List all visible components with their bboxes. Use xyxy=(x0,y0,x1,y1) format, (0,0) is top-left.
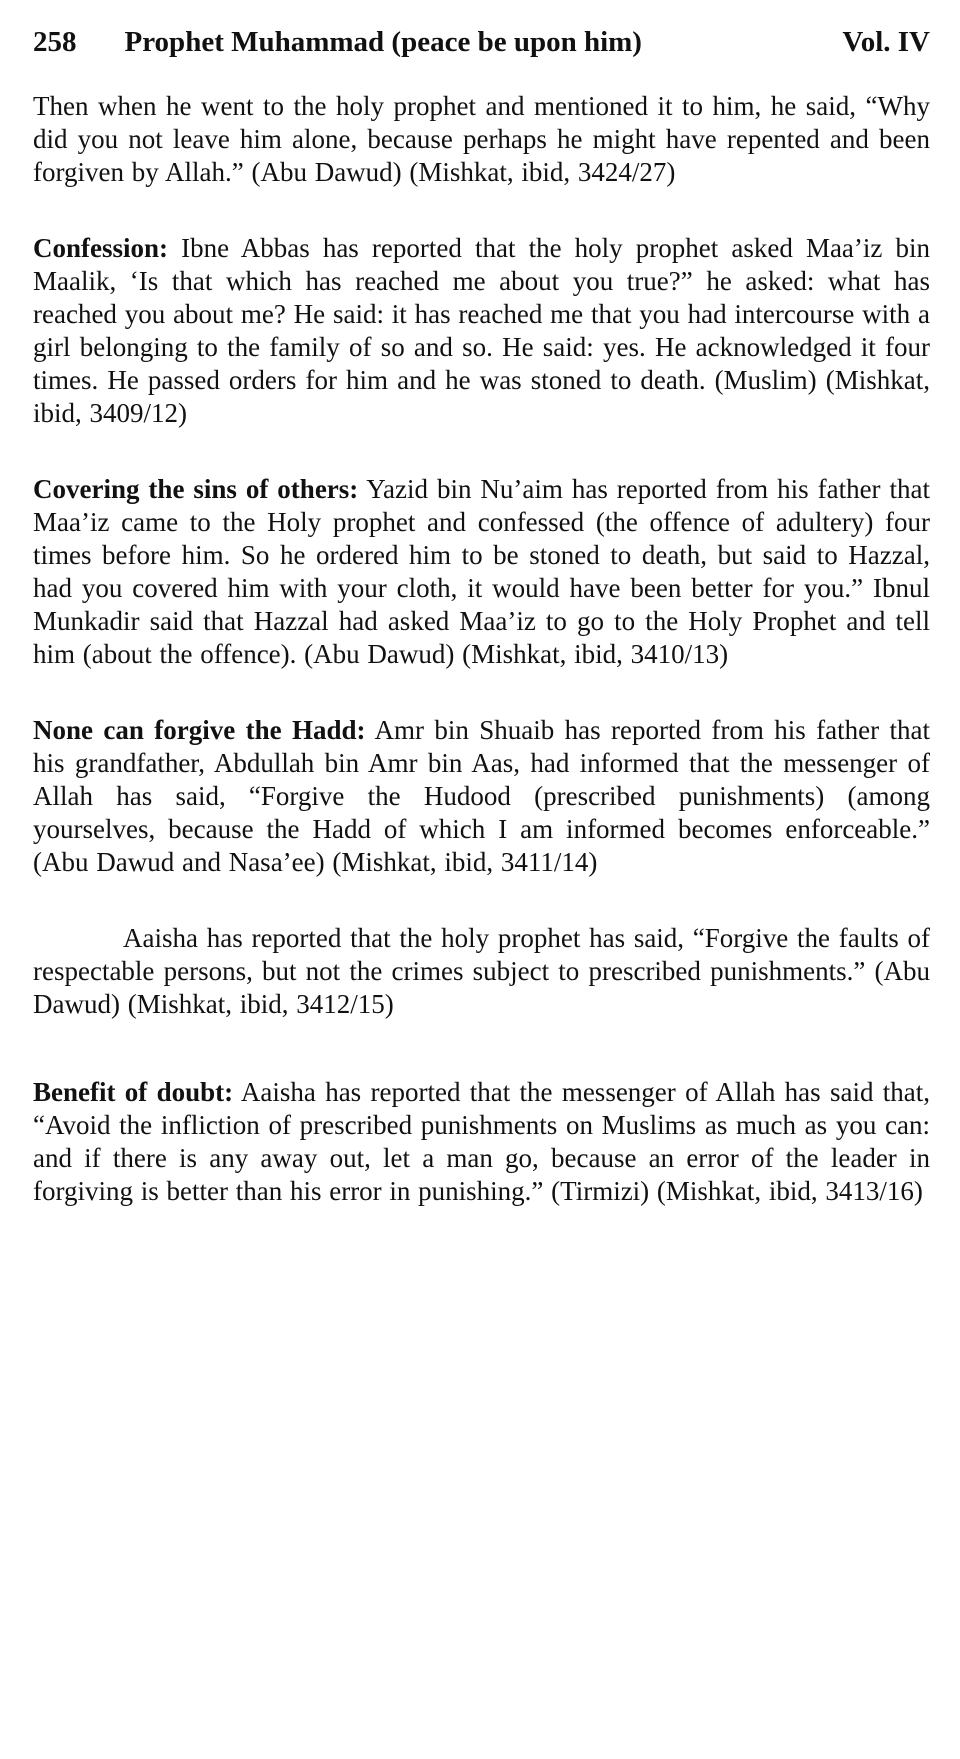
paragraph-lead: None can forgive the Hadd: xyxy=(33,715,366,745)
paragraph-lead: Covering the sins of others: xyxy=(33,474,359,504)
paragraph xyxy=(33,922,930,1021)
paragraph-lead: Confession: xyxy=(33,233,169,263)
page-header-title: Prophet Muhammad (peace be upon him) xyxy=(124,26,642,58)
paragraph-body: Amr bin Shuaib has reported from his father that his grandfather, Abdullah bin Amr bin Aas, had informed that the messenger of Allah has said, “Forgive the Hudood (prescribed punishments) (among yourselves, because the Hadd of which I am informed becomes enforceable.” (Abu Dawud and Nasa’ee) (Mishkat, ibid, 3411/14) xyxy=(33,715,930,877)
paragraph xyxy=(33,714,930,879)
page-number: 258 xyxy=(33,26,77,58)
paragraph-lead: Benefit of doubt: xyxy=(33,1077,234,1107)
paragraph xyxy=(33,1076,930,1208)
paragraph-body: Yazid bin Nu’aim has reported from his father that Maa’iz came to the Holy prophet and confessed (the offence of adultery) four times before him. So he ordered him to be stoned to death, but said to Hazzal, had you covered him with your cloth, it would have been better for you.” Ibnul Munkadir said that Hazzal had asked Maa’iz to go to the Holy Prophet and tell him (about the offence). (Abu Dawud) (Mishkat, ibid, 3410/13) xyxy=(33,474,930,669)
paragraph-body: Aaisha has reported that the holy prophet has said, “Forgive the faults of respectable persons, but not the crimes subject to prescribed punishments.” (Abu Dawud) (Mishkat, ibid, 3412/15) xyxy=(33,923,930,1019)
paragraph-body: Aaisha has reported that the messenger of Allah has said that, “Avoid the infliction of prescribed punishments on Muslims as much as you can: and if there is any away out, let a man go, because an error of the leader in forgiving is better than his error in punishing.” (Tirmizi) (Mishkat, ibid, 3413/16) xyxy=(33,1077,930,1206)
volume-label: Vol. IV xyxy=(842,26,930,58)
page-body xyxy=(33,90,930,1208)
paragraph-body: Ibne Abbas has reported that the holy prophet asked Maa’iz bin Maalik, ‘Is that which has reached me about you true?” he asked: what has reached you about me? He said: it has reached me that you had intercourse with a girl belonging to the family of so and so. He said: yes. He acknowledged it four times. He passed orders for him and he was stoned to death. (Muslim) (Mishkat, ibid, 3409/12) xyxy=(33,233,931,428)
paragraph xyxy=(33,473,930,671)
page-header xyxy=(33,24,930,60)
paragraph xyxy=(33,232,930,430)
paragraph-body: Then when he went to the holy prophet and mentioned it to him, he said, “Why did you not leave him alone, because perhaps he might have repented and been forgiven by Allah.” (Abu Dawud) (Mishkat, ibid, 3424/27) xyxy=(33,91,930,187)
paragraph xyxy=(33,90,930,189)
